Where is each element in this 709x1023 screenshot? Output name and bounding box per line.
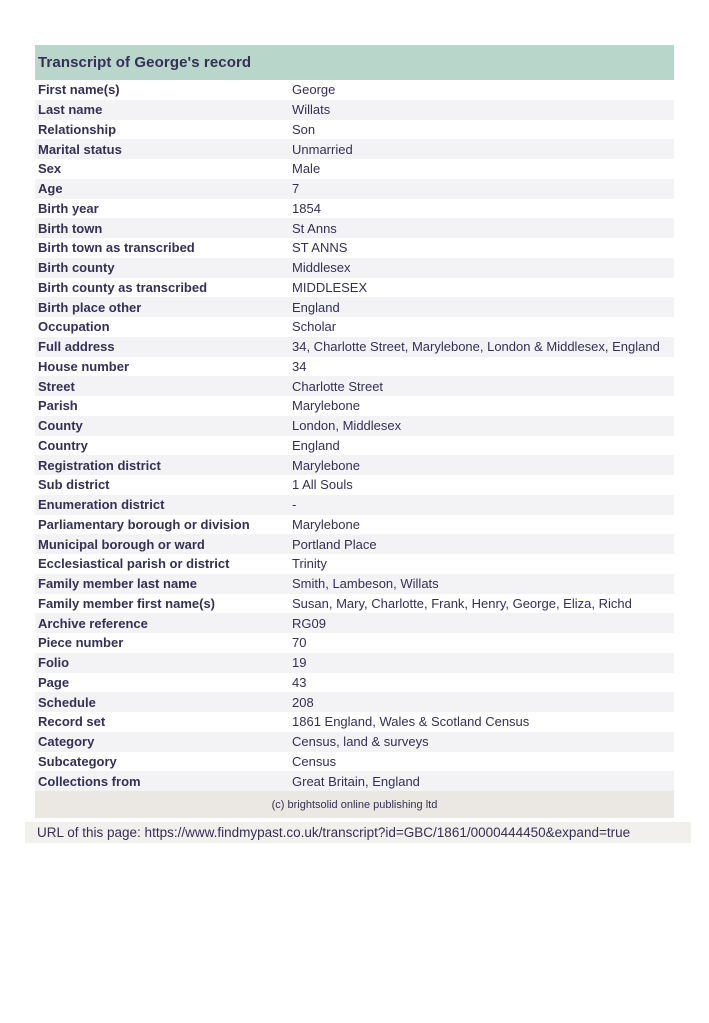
field-value: St Anns <box>292 220 337 236</box>
field-value: Willats <box>292 102 331 118</box>
field-value: Middlesex <box>292 260 351 276</box>
field-value: London, Middlesex <box>292 418 402 434</box>
field-label: Record set <box>38 714 106 730</box>
field-value: Great Britain, England <box>292 773 420 789</box>
field-label: Schedule <box>38 694 96 710</box>
table-row <box>35 574 674 594</box>
field-label: Parish <box>38 398 78 414</box>
field-label: House number <box>38 358 130 374</box>
field-label: Marital status <box>38 141 122 157</box>
table-row <box>35 100 674 120</box>
field-value: 43 <box>292 674 307 690</box>
table-row <box>35 455 674 475</box>
field-label: Birth town as transcribed <box>38 240 195 256</box>
field-value: Scholar <box>292 319 337 335</box>
field-label: Piece number <box>38 635 124 651</box>
field-value: RG09 <box>292 615 326 631</box>
field-label: Birth town <box>38 220 103 236</box>
field-value: 1 All Souls <box>292 477 353 493</box>
table-row <box>35 436 674 456</box>
field-value: 34, Charlotte Street, Marylebone, London & Middlesex, England <box>292 339 660 355</box>
table-row <box>35 633 674 653</box>
table-row <box>35 475 674 495</box>
table-row <box>35 317 674 337</box>
table-row <box>35 396 674 416</box>
field-label: Enumeration district <box>38 497 165 513</box>
field-value: Son <box>292 121 316 137</box>
field-value: Male <box>292 161 321 177</box>
page-url-bar <box>25 822 691 843</box>
field-label: Birth county as transcribed <box>38 279 208 295</box>
field-label: Full address <box>38 339 115 355</box>
field-value: Trinity <box>292 556 327 572</box>
record-title: Transcript of George's record <box>38 54 252 71</box>
table-row <box>35 199 674 219</box>
field-value: George <box>292 82 336 98</box>
field-value: Marylebone <box>292 398 360 414</box>
field-label: Sub district <box>38 477 110 493</box>
field-label: Parliamentary borough or division <box>38 516 250 532</box>
table-row <box>35 712 674 732</box>
page-url-text: URL of this page: https://www.findmypast.co.uk/transcript?id=GBC/1861/0000444450&expand=true <box>37 825 631 840</box>
field-value: 7 <box>292 181 300 197</box>
table-row <box>35 297 674 317</box>
field-value: 1861 England, Wales & Scotland Census <box>292 714 530 730</box>
copyright-text: (c) brightsolid online publishing ltd <box>271 798 438 811</box>
field-label: Page <box>38 674 70 690</box>
table-row <box>35 495 674 515</box>
table-row <box>35 218 674 238</box>
table-row <box>35 692 674 712</box>
field-value: Marylebone <box>292 457 360 473</box>
table-row <box>35 515 674 535</box>
field-value: Census <box>292 753 337 769</box>
field-label: Family member last name <box>38 576 197 592</box>
field-label: Street <box>38 378 75 394</box>
field-value: 19 <box>292 655 307 671</box>
field-label: Family member first name(s) <box>38 595 216 611</box>
table-row <box>35 673 674 693</box>
field-value: 1854 <box>292 200 321 216</box>
table-row <box>35 653 674 673</box>
table-row <box>35 179 674 199</box>
field-value: Unmarried <box>292 141 353 157</box>
field-label: Municipal borough or ward <box>38 536 205 552</box>
field-label: Category <box>38 734 95 750</box>
field-value: Census, land & surveys <box>292 734 429 750</box>
table-row <box>35 732 674 752</box>
table-row <box>35 159 674 179</box>
field-label: Occupation <box>38 319 110 335</box>
table-row <box>35 613 674 633</box>
table-row <box>35 80 674 100</box>
field-value: 208 <box>292 694 314 710</box>
field-label: County <box>38 418 83 434</box>
field-value: Susan, Mary, Charlotte, Frank, Henry, George, Eliza, Richd <box>292 595 632 611</box>
field-value: Smith, Lambeson, Willats <box>292 576 439 592</box>
field-label: Archive reference <box>38 615 148 631</box>
field-label: Ecclesiastical parish or district <box>38 556 230 572</box>
table-row <box>35 357 674 377</box>
field-label: Birth county <box>38 260 115 276</box>
table-row <box>35 534 674 554</box>
field-label: Collections from <box>38 773 141 789</box>
table-row <box>35 120 674 140</box>
field-label: Relationship <box>38 121 117 137</box>
table-row <box>35 278 674 298</box>
field-value: England <box>292 437 340 453</box>
table-row <box>35 554 674 574</box>
field-value: Marylebone <box>292 516 360 532</box>
table-row <box>35 139 674 159</box>
field-label: Subcategory <box>38 753 117 769</box>
table-row <box>35 258 674 278</box>
field-label: Age <box>38 181 63 197</box>
copyright-bar <box>35 791 674 818</box>
table-row <box>35 376 674 396</box>
field-label: Sex <box>38 161 62 177</box>
field-value: MIDDLESEX <box>292 279 368 295</box>
field-value: 70 <box>292 635 307 651</box>
table-row <box>35 337 674 357</box>
table-row <box>35 594 674 614</box>
field-label: Country <box>38 437 88 453</box>
field-value: - <box>292 497 297 513</box>
table-row <box>35 771 674 791</box>
table-row <box>35 752 674 772</box>
record-table <box>35 80 674 791</box>
field-label: First name(s) <box>38 82 120 98</box>
field-label: Folio <box>38 655 70 671</box>
field-label: Birth place other <box>38 299 142 315</box>
field-value: ST ANNS <box>292 240 348 256</box>
field-label: Last name <box>38 102 103 118</box>
field-label: Birth year <box>38 200 99 216</box>
table-row <box>35 238 674 258</box>
table-row <box>35 416 674 436</box>
field-value: England <box>292 299 340 315</box>
field-value: Charlotte Street <box>292 378 384 394</box>
record-header-bar <box>35 45 674 80</box>
record-table-container <box>35 45 674 818</box>
field-value: 34 <box>292 358 307 374</box>
field-label: Registration district <box>38 457 161 473</box>
field-value: Portland Place <box>292 536 377 552</box>
